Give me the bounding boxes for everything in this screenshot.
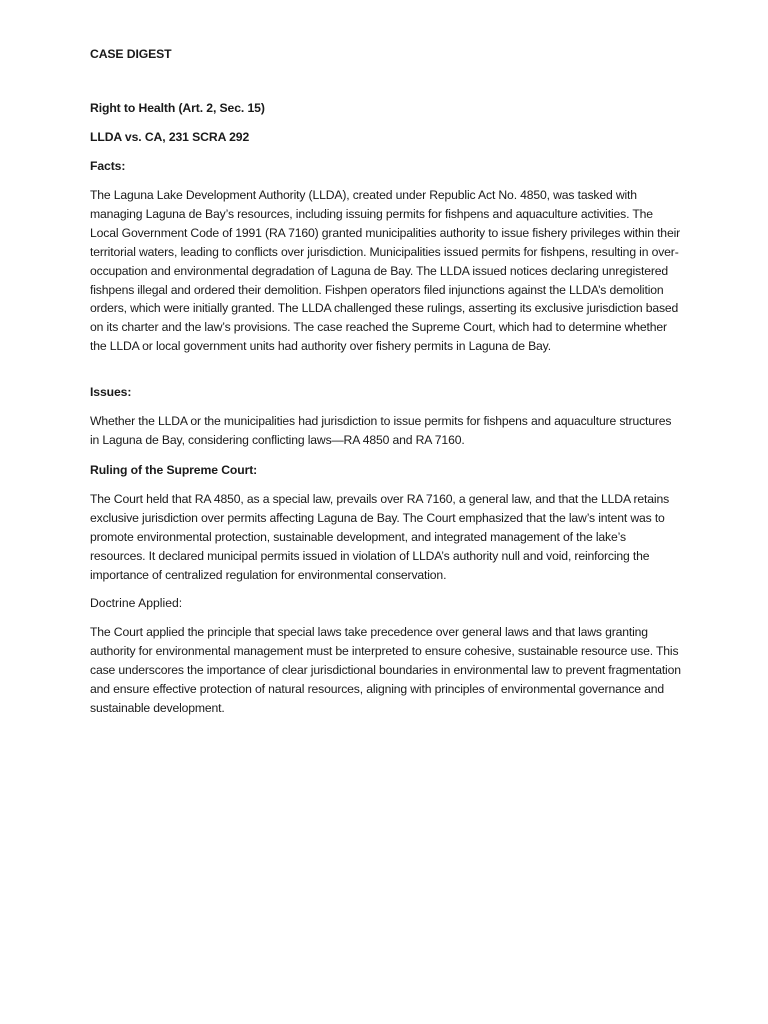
facts-paragraph: The Laguna Lake Development Authority (LLDA), created under Republic Act No. 4850, was tasked with managing Laguna de Bay’s resources, including issuing permits for fishpens and aquaculture activities. The Local Government Code of 1991 (RA 7160) granted municipalities authority to issue fishery privileges within their territorial waters, leading to conflicts over jurisdiction. Municipalities issued permits for fishpens, resulting in over-occupation and environmental degradation of Laguna de Bay. The LLDA issued notices declaring unregistered fishpens illegal and ordered their demolition. Fishpen operators filed injunctions against the LLDA’s demolition orders, which were initially granted. The LLDA challenged these rulings, asserting its exclusive jurisdiction based on its charter and the law’s provisions. The case reached the Supreme Court, which had to determine whether the LLDA or local government units had authority over fishery permits in Laguna de Bay. [90, 188, 681, 354]
topic-heading: Right to Health (Art. 2, Sec. 15) [90, 101, 265, 115]
facts-heading: Facts: [90, 159, 126, 173]
issues-heading: Issues: [90, 385, 132, 399]
ruling-paragraph: The Court held that RA 4850, as a special law, prevails over RA 7160, a general law, and that the LLDA retains exclusive jurisdiction over permits affecting Laguna de Bay. The Court emphasized that the law’s intent was to promote environmental protection, sustainable development, and integrated management of the lake’s resources. It declared municipal permits issued in violation of LLDA’s authority null and void, reinforcing the importance of centralized regulation for environmental conservation. [90, 492, 670, 582]
document-title: CASE DIGEST [90, 47, 172, 61]
doctrine-paragraph: The Court applied the principle that special laws take precedence over general laws and that laws granting authority for environmental management must be interpreted to ensure cohesive, sustainable resource use. This case underscores the importance of clear jurisdictional boundaries in environmental law to prevent fragmentation and ensure effective protection of natural resources, aligning with principles of environmental governance and sustainable development. [90, 625, 681, 715]
case-citation: LLDA vs. CA, 231 SCRA 292 [90, 130, 250, 144]
issues-paragraph: Whether the LLDA or the municipalities had jurisdiction to issue permits for fishpens and aquaculture structures in Laguna de Bay, considering conflicting laws—RA 4850 and RA 7160. [90, 414, 672, 447]
doctrine-heading: Doctrine Applied: [90, 596, 183, 610]
ruling-heading: Ruling of the Supreme Court: [90, 463, 258, 477]
